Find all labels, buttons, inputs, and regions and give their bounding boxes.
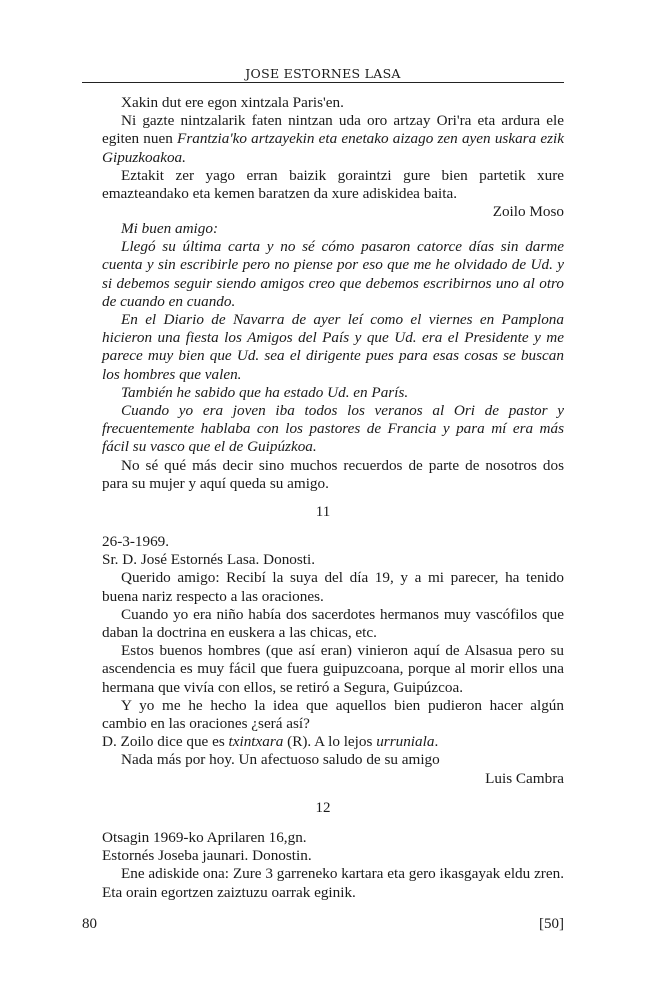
- page-number: 80: [82, 916, 97, 932]
- letter-section-12: [102, 829, 564, 902]
- letter-section-11: [102, 533, 564, 788]
- signature: Zoilo Moso: [492, 203, 564, 221]
- date-line: Otsagin 1969-ko Aprilaren 16,gn.: [102, 829, 307, 846]
- signature: Luis Cambra: [485, 769, 564, 787]
- header-rule: [82, 82, 564, 83]
- paragraph: No sé qué más decir sino muchos recuerdos de parte de nosotros dos para su mujer y aquí queda su amigo.: [102, 456, 564, 492]
- paragraph: Cuando yo era niño había dos sacerdotes hermanos muy vascófilos que daban la doctrina en euskera a las chicas, etc.: [102, 605, 564, 642]
- letter-basque: [102, 94, 564, 221]
- salutation: Mi buen amigo:: [121, 220, 219, 237]
- section-number: 11: [315, 504, 331, 520]
- paragraph: Ni gazte nintzalarik faten nintzan uda oro artzay Ori'ra eta ardura ele egiten nuen Frantzia'ko artzayekin eta enetako aizago zen ayen uskara ezik Gipuzkoakoa.: [102, 112, 564, 166]
- addressee-line: Estornés Joseba jaunari. Donostin.: [102, 847, 312, 865]
- running-header: JOSE ESTORNES LASA: [245, 66, 401, 81]
- section-number: 12: [315, 800, 331, 816]
- paragraph: Eztakit zer yago erran baizik goraintzi gure bien partetik xure emazteandako eta kemen baratzen da xure adiskidea baita.: [102, 166, 564, 203]
- bracket-page-number: [50]: [539, 916, 564, 932]
- paragraph: Querido amigo: Recibí la suya del día 19, y a mi parecer, ha tenido buena nariz respecto a las oraciones.: [102, 569, 564, 605]
- paragraph: También he sabido que ha estado Ud. en París.: [121, 383, 409, 401]
- paragraph: En el Diario de Navarra de ayer leí como el viernes en Pamplona hicieron una fiesta los Amigos del País y que Ud. era el Presidente y me parece muy bien que Ud. sea el dirigente pues para esas cosas se buscan los hombres que valen.: [102, 311, 564, 383]
- letter-spanish: [102, 220, 564, 493]
- paragraph: Estos buenos hombres (que así eran) vinieron aquí de Alsasua pero su ascendencia es muy fácil que fuera guipuzcoana, porque al morir ellos una hermana que vivía con ellos, se retiró a Segura, Guipúzcoa.: [102, 642, 564, 696]
- paragraph: Nada más por hoy. Un afectuoso saludo de su amigo: [121, 751, 440, 769]
- paragraph: Xakin dut ere egon xintzala Paris'en.: [121, 94, 344, 111]
- paragraph: Ene adiskide ona: Zure 3 garreneko kartara eta gero ikasgayak eldu zren. Eta orain egortzen zaiztuzu oarrak eginik.: [102, 865, 564, 901]
- paragraph: Y yo me he hecho la idea que aquellos bien pudieron hacer algún cambio en las oraciones ¿será así?: [102, 696, 564, 733]
- paragraph: Llegó su última carta y no sé cómo pasaron catorce días sin darme cuenta y sin escribirle pero no piense por eso que me he olvidado de Ud. y si debemos seguir siendo amigos creo que debemos escribirnos uno al otro de cuando en cuando.: [102, 238, 564, 310]
- paragraph: D. Zoilo dice que es txintxara (R). A lo lejos urruniala.: [102, 733, 439, 751]
- addressee-line: Sr. D. José Estornés Lasa. Donosti.: [102, 551, 316, 569]
- paragraph: Cuando yo era joven iba todos los veranos al Ori de pastor y frecuentemente hablaba con los pastores de Francia y para mí era más fácil su vasco que el de Guipúzkoa.: [102, 402, 564, 456]
- date-line: 26-3-1969.: [102, 533, 170, 550]
